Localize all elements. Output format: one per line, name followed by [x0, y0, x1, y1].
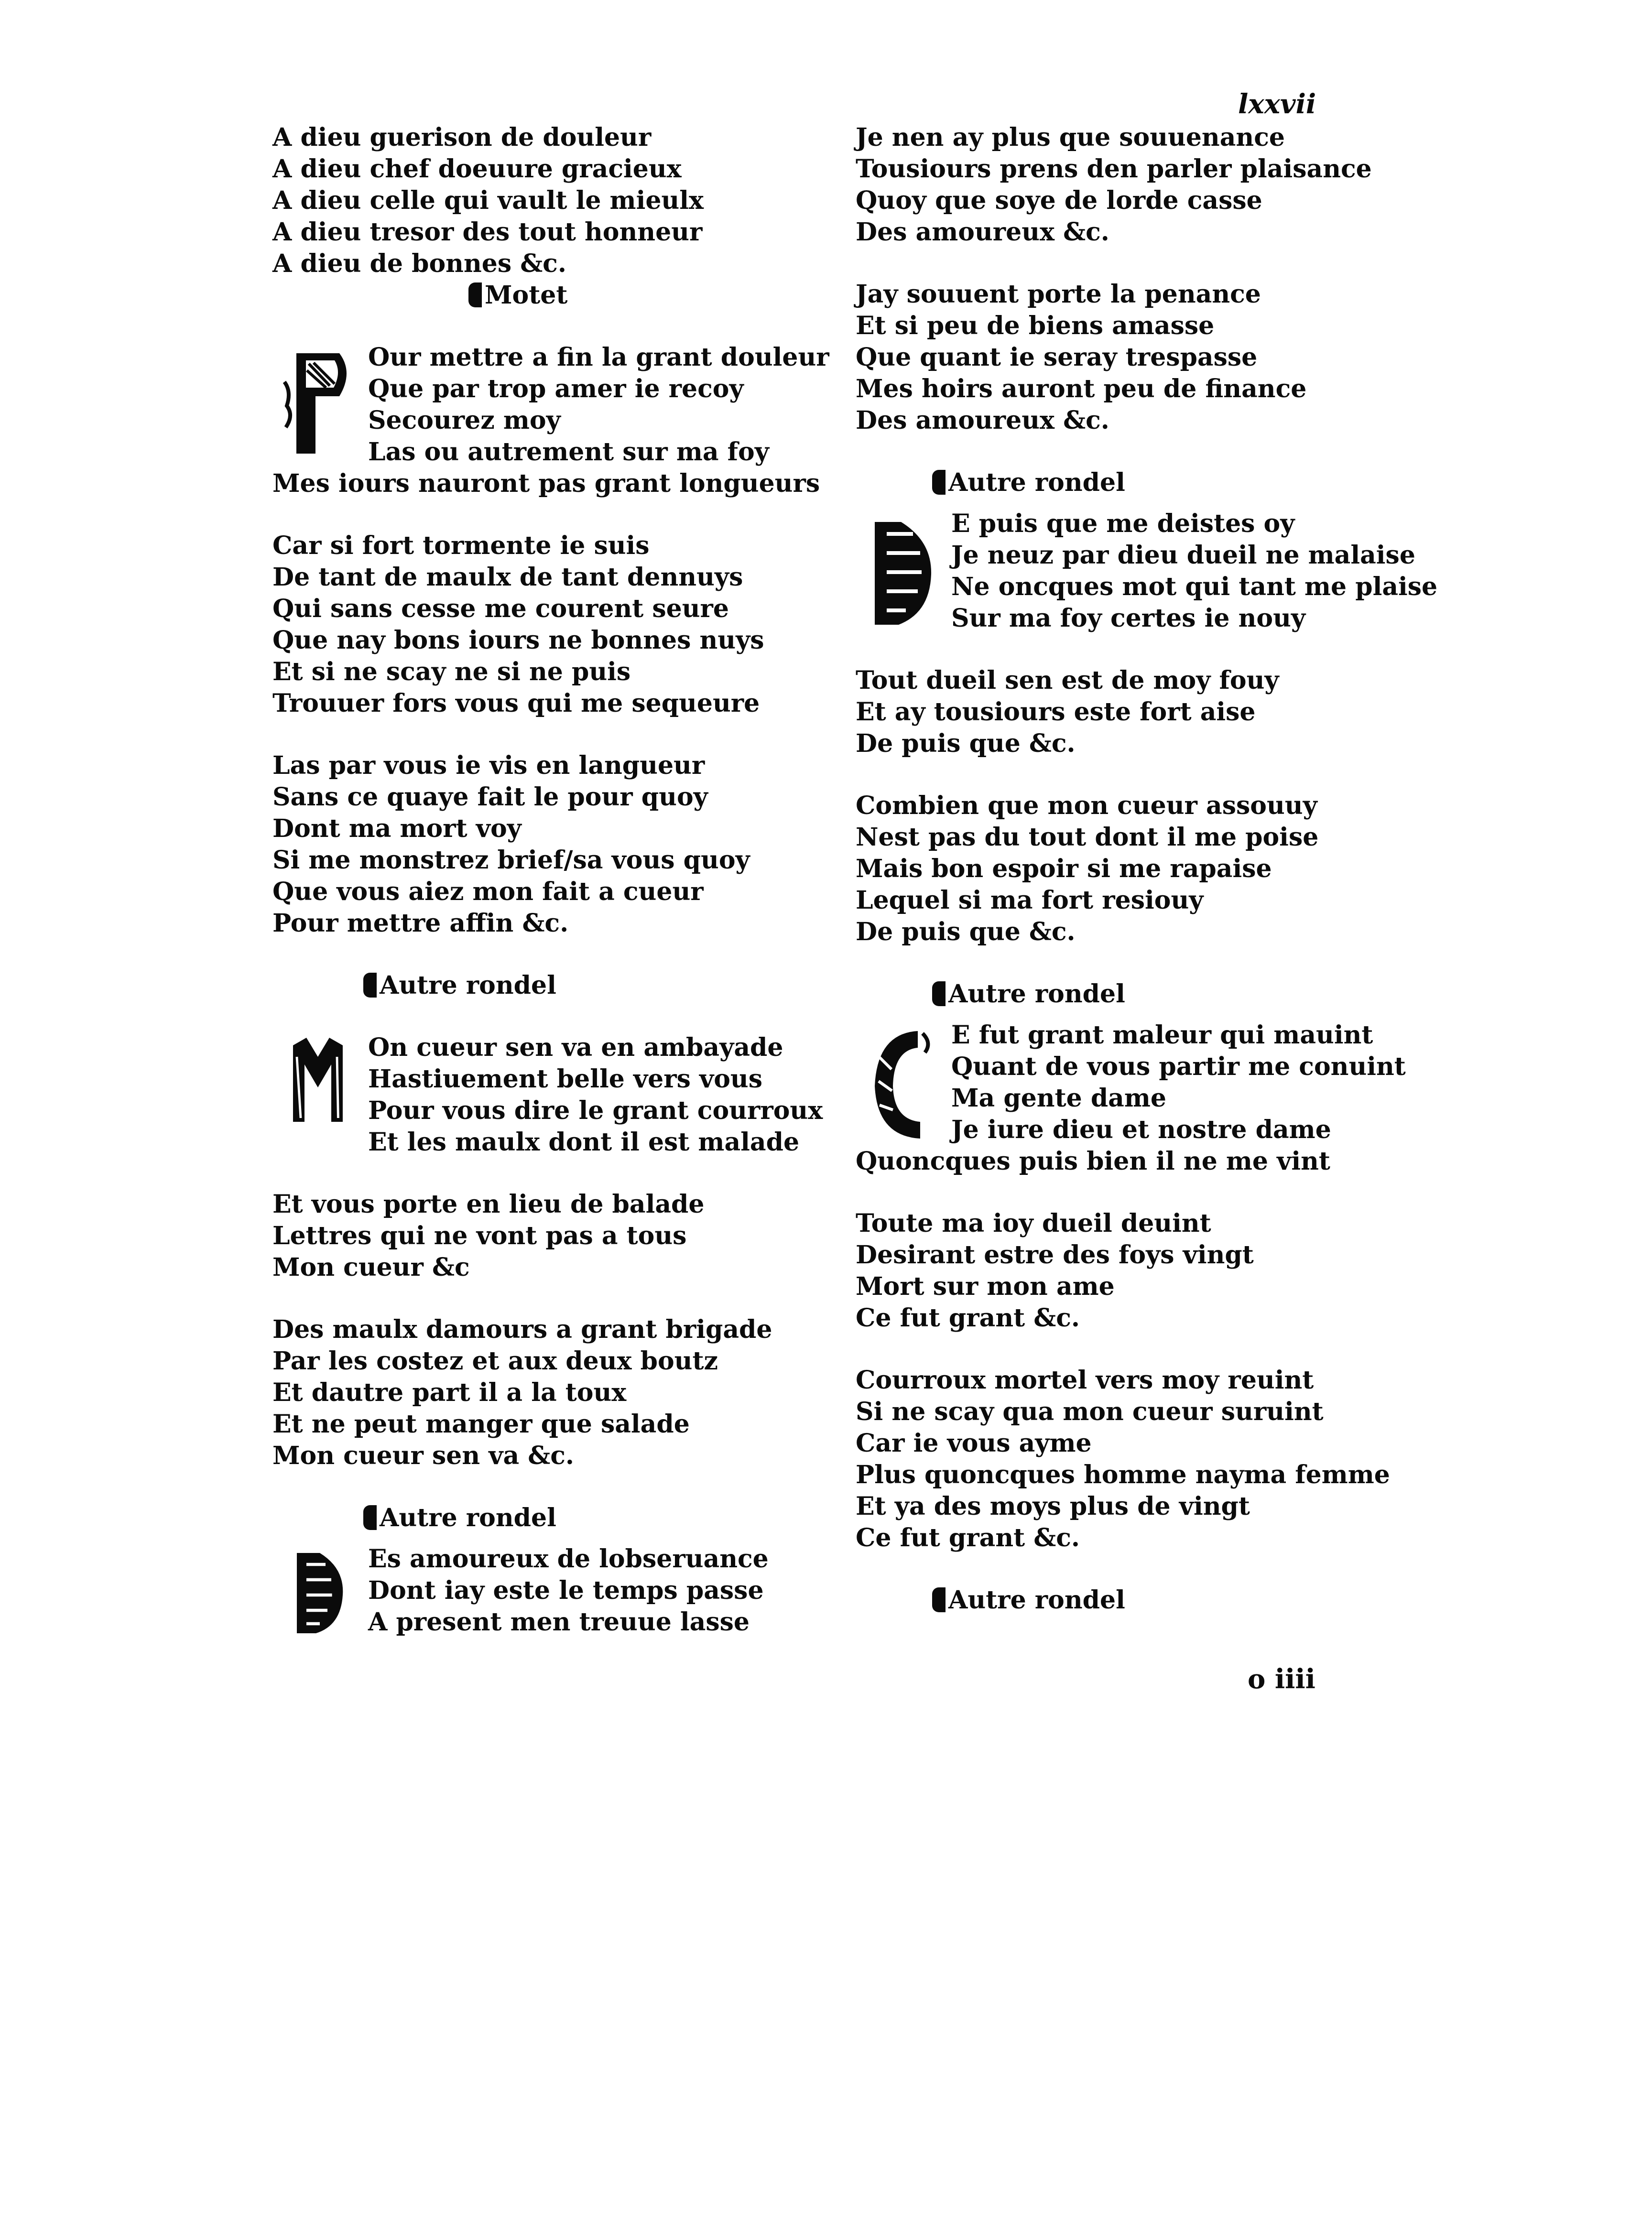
decorated-initial-d-icon	[282, 1545, 354, 1641]
verse-line: Pour mettre affin &c.	[272, 909, 569, 938]
verse-line: Lequel si ma fort resiouy	[856, 886, 1204, 915]
verse-line: Des amoureux &c.	[856, 217, 1109, 247]
rondel4-stanza-2	[856, 1208, 1391, 1334]
verse-line: De tant de maulx de tant dennuys	[272, 563, 743, 592]
verse-line: Et si peu de biens amasse	[856, 311, 1215, 340]
verse-line: Sur ma foy certes ie nouy	[951, 604, 1306, 633]
section-heading-rondel: Autre rondel	[856, 978, 1391, 1010]
rondel4-stanza-1	[856, 1020, 1406, 1177]
rondel4-stanza-3	[856, 1365, 1391, 1554]
verse-line: E fut grant maleur qui mauint	[951, 1020, 1373, 1050]
verse-line: Je neuz par dieu dueil ne malaise	[951, 541, 1415, 570]
verse-line: Es amoureux de lobseruance	[368, 1544, 769, 1574]
opening-stanza	[272, 122, 822, 280]
verse-line: Nest pas du tout dont il me poise	[856, 823, 1319, 852]
verse-line: Car si fort tormente ie suis	[272, 531, 650, 560]
verse-line: Que par trop amer ie recoy	[368, 374, 744, 403]
verse-line: A dieu tresor des tout honneur	[272, 217, 703, 247]
verse-line: Quoy que soye de lorde casse	[856, 186, 1262, 215]
rondel3-stanza-1	[856, 508, 1438, 634]
rondel1-stanza-3	[272, 1314, 822, 1472]
verse-line: Si me monstrez brief/sa vous quoy	[272, 846, 750, 875]
right-column	[856, 122, 1438, 1616]
verse-line: Ne oncques mot qui tant me plaise	[951, 572, 1438, 601]
verse-line: E puis que me deistes oy	[951, 509, 1295, 538]
verse-line: A dieu de bonnes &c.	[272, 249, 566, 278]
verse-line: Combien que mon cueur assouuy	[856, 791, 1317, 820]
verse-line: On cueur sen va en ambayade	[368, 1033, 783, 1062]
verse-line: Secourez moy	[368, 406, 561, 435]
section-heading-motet: Motet	[272, 280, 822, 311]
rondel1-stanza-2	[272, 1189, 822, 1283]
verse-line: Et les maulx dont il est malade	[368, 1128, 800, 1157]
verse-line: Mes iours nauront pas grant longueurs	[272, 469, 820, 498]
verse-line: Si ne scay qua mon cueur suruint	[856, 1397, 1324, 1426]
verse-line: Mon cueur &c	[272, 1253, 470, 1282]
verse-line: Et vous porte en lieu de balade	[272, 1190, 705, 1219]
verse-line: Car ie vous ayme	[856, 1429, 1092, 1458]
verse-line: Jay souuent porte la penance	[856, 280, 1261, 309]
verse-line: Mon cueur sen va &c.	[272, 1441, 575, 1470]
decorated-initial-d-icon	[865, 510, 937, 634]
verse-line: Des maulx damours a grant brigade	[272, 1315, 772, 1344]
verse-line: Lettres qui ne vont pas a tous	[272, 1221, 687, 1250]
verse-line: Tout dueil sen est de moy fouy	[856, 666, 1279, 695]
verse-line: Ce fut grant &c.	[856, 1303, 1080, 1333]
section-heading-rondel: Autre rondel	[272, 1502, 822, 1534]
verse-line: Et ne peut manger que salade	[272, 1410, 690, 1439]
verse-line: Dont iay este le temps passe	[368, 1576, 764, 1605]
pilcrow-icon	[932, 981, 946, 1006]
verse-line: Mort sur mon ame	[856, 1272, 1115, 1301]
rondel3-stanza-3	[856, 790, 1391, 948]
verse-line: Tousiours prens den parler plaisance	[856, 154, 1372, 184]
verse-line: Et ya des moys plus de vingt	[856, 1492, 1250, 1521]
verse-line: Our mettre a fin la grant douleur	[368, 343, 829, 372]
verse-line: Pour vous dire le grant courroux	[368, 1096, 823, 1125]
verse-line: Que vous aiez mon fait a cueur	[272, 877, 704, 906]
motet-stanza-1	[272, 342, 829, 499]
signature-mark: o iiii	[1248, 1663, 1315, 1695]
verse-line: Je iure dieu et nostre dame	[951, 1115, 1331, 1144]
pilcrow-icon	[363, 1505, 377, 1530]
verse-line: A dieu chef doeuure gracieux	[272, 154, 682, 184]
verse-line: Que quant ie seray trespasse	[856, 343, 1258, 372]
verse-line: Que nay bons iours ne bonnes nuys	[272, 626, 764, 655]
verse-line: A dieu celle qui vault le mieulx	[272, 186, 704, 215]
verse-line: Je nen ay plus que souuenance	[856, 123, 1285, 152]
decorated-initial-c-icon	[865, 1021, 937, 1146]
verse-line: Ce fut grant &c.	[856, 1523, 1080, 1552]
section-heading-rondel: Autre rondel	[856, 1585, 1391, 1616]
rondel1-stanza-1	[272, 1032, 822, 1158]
verse-line: Hastiuement belle vers vous	[368, 1064, 762, 1094]
rondel2-stanza-1-cont	[856, 122, 1391, 248]
verse-line: A present men treuue lasse	[368, 1607, 750, 1637]
decorated-initial-m-icon	[282, 1034, 354, 1129]
verse-line: Mes hoirs auront peu de finance	[856, 374, 1307, 403]
verse-line: Et si ne scay ne si ne puis	[272, 657, 631, 686]
verse-line: Toute ma ioy dueil deuint	[856, 1209, 1211, 1238]
verse-line: Et dautre part il a la toux	[272, 1378, 627, 1407]
verse-line: Sans ce quaye fait le pour quoy	[272, 782, 708, 812]
rondel2-stanza-2	[856, 279, 1391, 436]
verse-line: Desirant estre des foys vingt	[856, 1240, 1254, 1270]
verse-line: Las ou autrement sur ma foy	[368, 437, 769, 467]
verse-line: Dont ma mort voy	[272, 814, 522, 843]
rondel2-stanza-1	[272, 1543, 822, 1638]
verse-line: A dieu guerison de douleur	[272, 123, 652, 152]
verse-line: De puis que &c.	[856, 917, 1076, 946]
verse-line: Ma gente dame	[951, 1084, 1166, 1113]
verse-line: Courroux mortel vers moy reuint	[856, 1366, 1314, 1395]
verse-line: Las par vous ie vis en langueur	[272, 751, 705, 780]
verse-line: Mais bon espoir si me rapaise	[856, 854, 1272, 883]
folio-number: lxxvii	[1238, 88, 1316, 120]
section-heading-rondel: Autre rondel	[856, 467, 1391, 499]
pilcrow-icon	[363, 973, 377, 998]
section-heading-rondel: Autre rondel	[272, 970, 822, 1001]
verse-line: Par les costez et aux deux boutz	[272, 1346, 718, 1376]
left-column	[272, 122, 829, 1638]
verse-line: Plus quoncques homme nayma femme	[856, 1460, 1390, 1489]
verse-line: Et ay tousiours este fort aise	[856, 697, 1256, 727]
verse-line: Quant de vous partir me conuint	[951, 1052, 1406, 1081]
verse-line: Des amoureux &c.	[856, 406, 1109, 435]
motet-stanza-2	[272, 530, 822, 719]
pilcrow-icon	[932, 1587, 946, 1612]
verse-line: De puis que &c.	[856, 729, 1076, 758]
verse-line: Trouuer fors vous qui me sequeure	[272, 689, 760, 718]
pilcrow-icon	[932, 470, 946, 495]
verse-line: Quoncques puis bien il ne me vint	[856, 1147, 1330, 1176]
pilcrow-icon	[468, 282, 482, 307]
motet-stanza-3	[272, 750, 822, 939]
verse-line: Qui sans cesse me courent seure	[272, 594, 729, 623]
decorated-initial-p-icon	[282, 344, 354, 463]
rondel3-stanza-2	[856, 665, 1391, 760]
